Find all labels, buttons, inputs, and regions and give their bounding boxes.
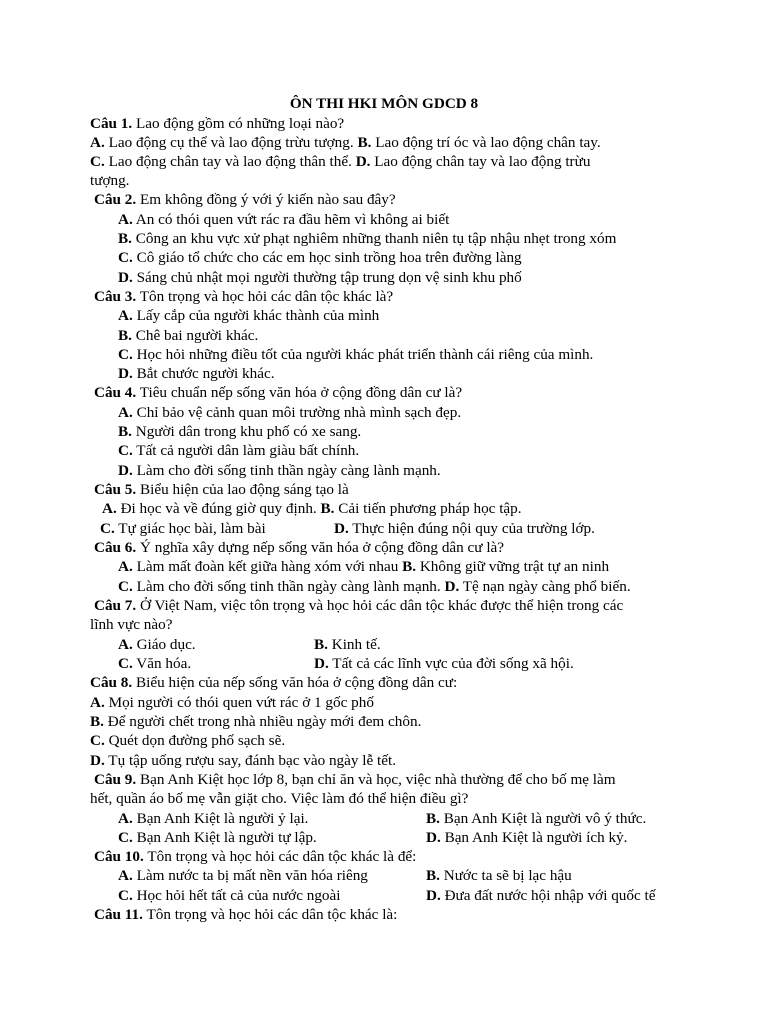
question-label: Câu 1.: [90, 115, 133, 132]
line-text: Tệ nạn ngày càng phổ biến.: [459, 578, 631, 595]
line-text: Làm mất đoàn kết giữa hàng xóm với nhau: [132, 558, 403, 575]
line-text: Đi học và về đúng giờ quy định.: [116, 500, 321, 517]
question-label: A.: [118, 558, 133, 575]
line-text: Lao động cụ thể và lao động trừu tượng.: [104, 134, 358, 151]
text-line: [90, 171, 129, 190]
line-text: Công an khu vực xử phạt nghiêm những thanh niên tụ tập nhậu nhẹt trong xóm: [131, 230, 617, 247]
question-label: Câu 7.: [94, 597, 137, 614]
question-label: D.: [355, 153, 371, 170]
line-text: Chê bai người khác.: [131, 327, 259, 344]
text-line: [94, 383, 462, 402]
text-line: [90, 731, 285, 750]
line-text: Bạn Anh Kiệt là người vô ý thức.: [439, 810, 647, 827]
line-text: Lao động chân tay và lao động trừu: [370, 153, 591, 170]
line-text: Để người chết trong nhà nhiều ngày mới đem chôn.: [103, 713, 422, 730]
line-text: Mọi người có thói quen vứt rác ở 1 gốc phố: [104, 694, 374, 711]
text-line: [426, 886, 656, 905]
line-text: Văn hóa.: [132, 655, 192, 672]
text-line: [94, 596, 623, 615]
question-label: B.: [314, 636, 328, 653]
question-label: B.: [118, 423, 132, 440]
question-label: D.: [118, 462, 133, 479]
text-line: [118, 364, 275, 383]
text-line: [118, 326, 258, 345]
question-label: Câu 11.: [94, 906, 143, 923]
question-label: C.: [90, 732, 105, 749]
question-label: Câu 5.: [94, 481, 137, 498]
question-label: B.: [118, 327, 132, 344]
text-line: [90, 751, 396, 770]
question-label: C.: [118, 249, 133, 266]
question-label: D.: [426, 887, 441, 904]
question-label: C.: [118, 578, 133, 595]
line-text: Người dân trong khu phố có xe sang.: [131, 423, 362, 440]
question-label: B.: [320, 500, 335, 517]
line-text: Lấy cắp của người khác thành của mình: [132, 307, 380, 324]
line-text: Tôn trọng và học hỏi các dân tộc khác là để:: [143, 848, 417, 865]
question-label: C.: [90, 153, 105, 170]
line-text: Không giữ vững trật tự an ninh: [416, 558, 610, 575]
line-text: Ở Việt Nam, việc tôn trọng và học hỏi các dân tộc khác được thể hiện trong các: [136, 597, 624, 614]
question-label: B.: [426, 810, 440, 827]
text-line: [94, 847, 416, 866]
text-line: [118, 866, 368, 885]
question-label: Câu 10.: [94, 848, 144, 865]
line-text: Bắt chước người khác.: [132, 365, 275, 382]
text-line: [90, 133, 601, 152]
question-label: A.: [118, 810, 133, 827]
question-label: Câu 6.: [94, 539, 137, 556]
line-text: Biểu hiện của nếp sống văn hóa ở cộng đồng dân cư:: [132, 674, 458, 691]
text-line: [90, 693, 374, 712]
line-text: Tiêu chuẩn nếp sống văn hóa ở cộng đồng dân cư là?: [136, 384, 463, 401]
question-label: C.: [118, 346, 133, 363]
line-text: Quét dọn đường phố sạch sẽ.: [104, 732, 286, 749]
line-text: Em không đồng ý với ý kiến nào sau đây?: [136, 191, 396, 208]
line-text: Biểu hiện của lao động sáng tạo là: [136, 481, 349, 498]
text-line: [94, 287, 393, 306]
text-line: [118, 306, 379, 325]
line-text: Bạn Anh Kiệt học lớp 8, bạn chỉ ăn và học, việc nhà thường để cho bố mẹ làm: [136, 771, 616, 788]
line-text: Lao động gồm có những loại nào?: [132, 115, 345, 132]
line-text: tượng.: [90, 172, 130, 189]
text-line: [100, 519, 266, 538]
line-text: Tôn trọng và học hỏi các dân tộc khác là:: [142, 906, 398, 923]
text-line: [94, 770, 616, 789]
line-text: Tôn trọng và học hỏi các dân tộc khác là?: [136, 288, 394, 305]
text-line: [94, 480, 349, 499]
question-label: B.: [90, 713, 104, 730]
text-line: [118, 635, 196, 654]
question-label: C.: [118, 655, 133, 672]
text-line: [118, 268, 522, 287]
line-text: Làm nước ta bị mất nền văn hóa riêng: [132, 867, 368, 884]
text-line: [90, 615, 172, 634]
line-text: Học hỏi hết tất cả của nước ngoài: [132, 887, 341, 904]
question-label: B.: [426, 867, 440, 884]
question-label: C.: [100, 520, 115, 537]
line-text: Cải tiến phương pháp học tập.: [334, 500, 522, 517]
line-text: Ý nghĩa xây dựng nếp sống văn hóa ở cộng đồng dân cư là?: [136, 539, 505, 556]
question-label: A.: [118, 867, 133, 884]
text-line: [118, 441, 359, 460]
text-line: [118, 557, 609, 576]
question-label: Câu 2.: [94, 191, 137, 208]
question-label: Câu 3.: [94, 288, 137, 305]
line-text: Bạn Anh Kiệt là người ỷ lại.: [132, 810, 309, 827]
text-line: [118, 577, 631, 596]
question-label: D.: [426, 829, 441, 846]
line-text: Chỉ bảo vệ cảnh quan môi trường nhà mình sạch đẹp.: [132, 404, 462, 421]
text-line: [90, 673, 457, 692]
line-text: Giáo dục.: [132, 636, 196, 653]
line-text: Nước ta sẽ bị lạc hậu: [439, 867, 572, 884]
text-line: [118, 345, 593, 364]
text-line: [118, 886, 340, 905]
question-label: C.: [118, 829, 133, 846]
question-label: A.: [118, 404, 133, 421]
line-text: Làm cho đời sống tinh thần ngày càng lành mạnh.: [132, 578, 445, 595]
line-text: Tất cả người dân làm giàu bất chính.: [132, 442, 360, 459]
question-label: D.: [444, 578, 460, 595]
line-text: Tất cả các lĩnh vực của đời sống xã hội.: [328, 655, 574, 672]
question-label: Câu 4.: [94, 384, 137, 401]
text-line: [118, 654, 191, 673]
line-text: Tự giác học bài, làm bài: [114, 520, 266, 537]
text-line: [314, 635, 381, 654]
question-label: B.: [118, 230, 132, 247]
line-text: An có thói quen vứt rác ra đầu hẽm vì không ai biết: [132, 211, 450, 228]
text-line: [334, 519, 595, 538]
document-title: ÔN THI HKI MÔN GDCD 8: [289, 95, 479, 112]
text-line: [94, 190, 396, 209]
text-line: [90, 789, 468, 808]
text-line: [426, 866, 572, 885]
question-label: A.: [90, 134, 105, 151]
text-line: [94, 905, 397, 924]
text-line: [102, 499, 522, 518]
text-line: [118, 809, 308, 828]
question-label: C.: [118, 442, 133, 459]
question-label: C.: [118, 887, 133, 904]
text-line: [118, 229, 616, 248]
line-text: lĩnh vực nào?: [90, 616, 173, 633]
line-text: Đưa đất nước hội nhập với quốc tế: [440, 887, 656, 904]
line-text: Sáng chủ nhật mọi người thường tập trung dọn vệ sinh khu phố: [132, 269, 522, 286]
line-text: Bạn Anh Kiệt là người tự lập.: [132, 829, 317, 846]
question-label: D.: [314, 655, 329, 672]
line-text: hết, quần áo bố mẹ vẫn giặt cho. Việc làm đó thể hiện điều gì?: [90, 790, 469, 807]
line-text: Lao động trí óc và lao động chân tay.: [371, 134, 601, 151]
text-line: [90, 114, 344, 133]
question-label: B.: [402, 558, 417, 575]
line-text: Học hỏi những điều tốt của người khác phát triển thành cái riêng của mình.: [132, 346, 594, 363]
question-label: D.: [118, 365, 133, 382]
question-label: Câu 9.: [94, 771, 137, 788]
question-label: D.: [118, 269, 133, 286]
text-line: [118, 461, 441, 480]
question-label: A.: [118, 636, 133, 653]
line-text: Làm cho đời sống tinh thần ngày càng lành mạnh.: [132, 462, 441, 479]
question-label: B.: [357, 134, 372, 151]
line-text: Thực hiện đúng nội quy của trường lớp.: [348, 520, 595, 537]
question-label: A.: [118, 211, 133, 228]
question-label: D.: [90, 752, 105, 769]
text-line: [314, 654, 574, 673]
text-line: [118, 828, 317, 847]
text-line: [118, 422, 361, 441]
text-line: [94, 538, 504, 557]
text-line: [426, 809, 646, 828]
question-label: A.: [90, 694, 105, 711]
line-text: Tụ tập uống rượu say, đánh bạc vào ngày lễ tết.: [104, 752, 397, 769]
text-line: [426, 828, 627, 847]
text-line: [90, 152, 590, 171]
line-text: Bạn Anh Kiệt là người ích kỷ.: [440, 829, 628, 846]
text-line: [118, 210, 449, 229]
text-line: [118, 403, 461, 422]
question-label: Câu 8.: [90, 674, 133, 691]
line-text: Lao động chân tay và lao động thân thể.: [104, 153, 356, 170]
question-label: D.: [334, 520, 349, 537]
question-label: A.: [102, 500, 117, 517]
line-text: Cô giáo tổ chức cho các em học sinh trồng hoa trên đường làng: [132, 249, 522, 266]
question-label: A.: [118, 307, 133, 324]
line-text: Kinh tế.: [327, 636, 381, 653]
text-line: [90, 712, 421, 731]
text-line: [118, 248, 522, 267]
